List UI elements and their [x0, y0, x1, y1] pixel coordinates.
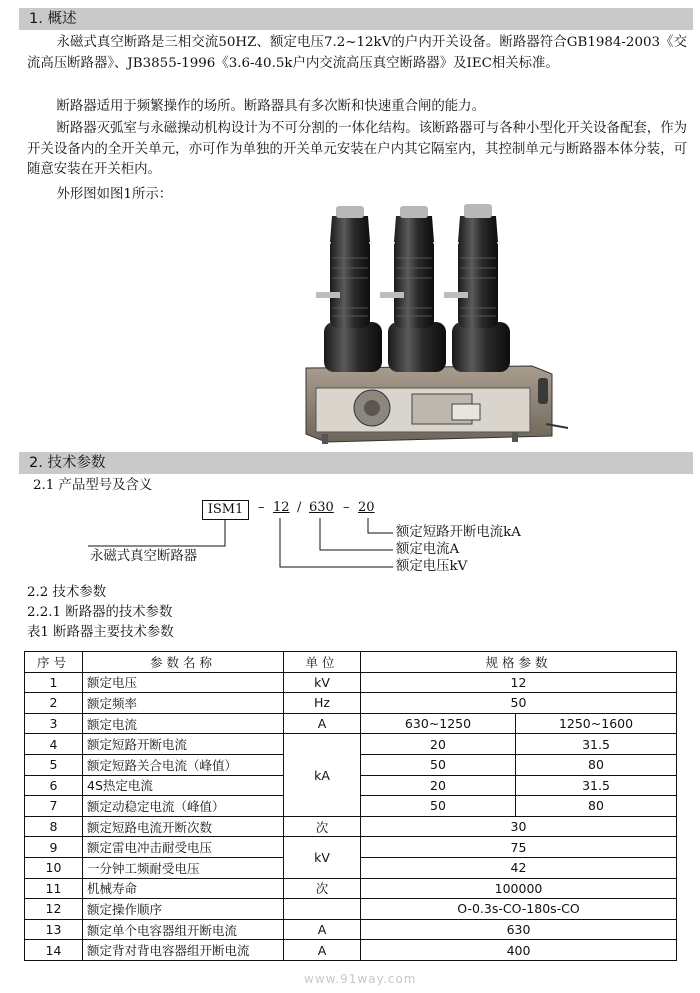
row-unit: Hz — [284, 693, 361, 714]
row-no: 11 — [25, 878, 83, 899]
header-name: 参数名称 — [83, 652, 284, 673]
row-no: 5 — [25, 754, 83, 775]
row-name: 额定短路电流开断次数 — [83, 816, 284, 837]
header-spec: 规格参数 — [361, 652, 677, 673]
row-name: 额定背对背电容器组开断电流 — [83, 940, 284, 961]
label-breaker-type: 永磁式真空断路器 — [90, 549, 198, 564]
table-row — [25, 919, 677, 940]
label-rated-voltage: 额定电压kV — [396, 559, 468, 574]
row-name: 4S热定电流 — [83, 775, 284, 796]
table-row — [25, 878, 677, 899]
row-value: O-0.3s-CO-180s-CO — [361, 899, 677, 920]
row-no: 6 — [25, 775, 83, 796]
row-no: 12 — [25, 899, 83, 920]
header-unit: 单位 — [284, 652, 361, 673]
model-type-code: ISM1 — [202, 500, 249, 520]
row-no: 10 — [25, 857, 83, 878]
table-row — [25, 816, 677, 837]
row-name: 一分钟工频耐受电压 — [83, 857, 284, 878]
row-name: 额定短路关合电流（峰值） — [83, 754, 284, 775]
table-row — [25, 693, 677, 714]
row-name: 额定单个电容器组开断电流 — [83, 919, 284, 940]
table-row — [25, 672, 677, 693]
row-value-1: 20 — [361, 775, 516, 796]
row-unit-merged: kA — [284, 734, 361, 816]
row-value: 630 — [361, 919, 677, 940]
row-value: 12 — [361, 672, 677, 693]
row-no: 7 — [25, 796, 83, 817]
table-row — [25, 837, 677, 858]
intro-paragraph-4: 外形图如图1所示： — [56, 187, 173, 202]
table-header-row — [25, 652, 677, 673]
row-unit-merged: kV — [284, 837, 361, 878]
row-unit: A — [284, 713, 361, 734]
row-name: 额定电流 — [83, 713, 284, 734]
row-name: 机械寿命 — [83, 878, 284, 899]
model-breaking-code: 20 — [358, 500, 375, 515]
row-name: 额定雷电冲击耐受电压 — [83, 837, 284, 858]
watermark-text: www.91way.com — [304, 972, 417, 986]
intro-paragraph-1: 永磁式真空断路是三相交流50HZ、额定电压7.2~12kV的户内开关设备。断路器符合GB1984-2003《交流高压断路器》、JB3855-1996《3.6-40.5k户内交流高压真空断路器》及IEC相关标准。 — [27, 35, 687, 71]
tech-params-heading: 2.2 技术参数 — [27, 585, 107, 600]
model-current-code: 630 — [309, 500, 334, 515]
row-unit — [284, 899, 361, 920]
table-row — [25, 899, 677, 920]
row-value-2: 80 — [516, 796, 677, 817]
row-value-1: 20 — [361, 734, 516, 755]
breaker-params-heading: 2.2.1 断路器的技术参数 — [27, 605, 173, 620]
model-slash: / — [297, 500, 302, 515]
row-name: 额定短路开断电流 — [83, 734, 284, 755]
label-rated-breaking-current: 额定短路开断电流kA — [396, 525, 521, 540]
row-no: 9 — [25, 837, 83, 858]
row-name: 额定电压 — [83, 672, 284, 693]
spec-table — [24, 651, 677, 961]
table-row — [25, 734, 677, 755]
row-value-2: 1250~1600 — [516, 713, 677, 734]
intro-paragraph-3: 断路器灭弧室与永磁操动机构设计为不可分割的一体化结构。该断路器可与各种小型化开关设备配套，作为开关设备内的全开关单元，亦可作为单独的开关单元安装在户内其它隔室内，其控制单元与断路器本体分装，可随意安装在开关柜内。 — [27, 121, 687, 177]
row-value: 50 — [361, 693, 677, 714]
label-rated-current: 额定电流A — [396, 542, 460, 557]
intro-paragraph-2: 断路器适用于频繁操作的场所。断路器具有多次断和快速重合闸的能力。 — [56, 99, 485, 114]
row-no: 14 — [25, 940, 83, 961]
model-subheading: 2.1 产品型号及含义 — [33, 478, 153, 493]
row-no: 4 — [25, 734, 83, 755]
row-value-2: 80 — [516, 754, 677, 775]
section-2-header: 2. 技术参数 — [19, 452, 693, 474]
row-value-2: 31.5 — [516, 775, 677, 796]
row-unit: kV — [284, 672, 361, 693]
row-value-1: 630~1250 — [361, 713, 516, 734]
table-caption: 表1 断路器主要技术参数 — [27, 625, 174, 640]
model-dash-2: – — [343, 500, 350, 515]
row-value: 400 — [361, 940, 677, 961]
circuit-breaker-photo — [302, 198, 570, 448]
row-name: 额定操作顺序 — [83, 899, 284, 920]
table-row — [25, 713, 677, 734]
row-name: 额定动稳定电流（峰值） — [83, 796, 284, 817]
model-dash-1: – — [258, 500, 265, 515]
row-no: 13 — [25, 919, 83, 940]
row-no: 2 — [25, 693, 83, 714]
model-voltage-code: 12 — [273, 500, 290, 515]
row-unit: A — [284, 940, 361, 961]
section-1-header: 1. 概述 — [19, 8, 693, 30]
header-no: 序号 — [25, 652, 83, 673]
row-name: 额定频率 — [83, 693, 284, 714]
row-value: 42 — [361, 857, 677, 878]
row-no: 8 — [25, 816, 83, 837]
row-value: 100000 — [361, 878, 677, 899]
row-unit: 次 — [284, 878, 361, 899]
row-no: 3 — [25, 713, 83, 734]
row-no: 1 — [25, 672, 83, 693]
row-value-2: 31.5 — [516, 734, 677, 755]
row-value-1: 50 — [361, 754, 516, 775]
row-unit: 次 — [284, 816, 361, 837]
row-value-1: 50 — [361, 796, 516, 817]
row-unit: A — [284, 919, 361, 940]
row-value: 30 — [361, 816, 677, 837]
table-row — [25, 940, 677, 961]
row-value: 75 — [361, 837, 677, 858]
